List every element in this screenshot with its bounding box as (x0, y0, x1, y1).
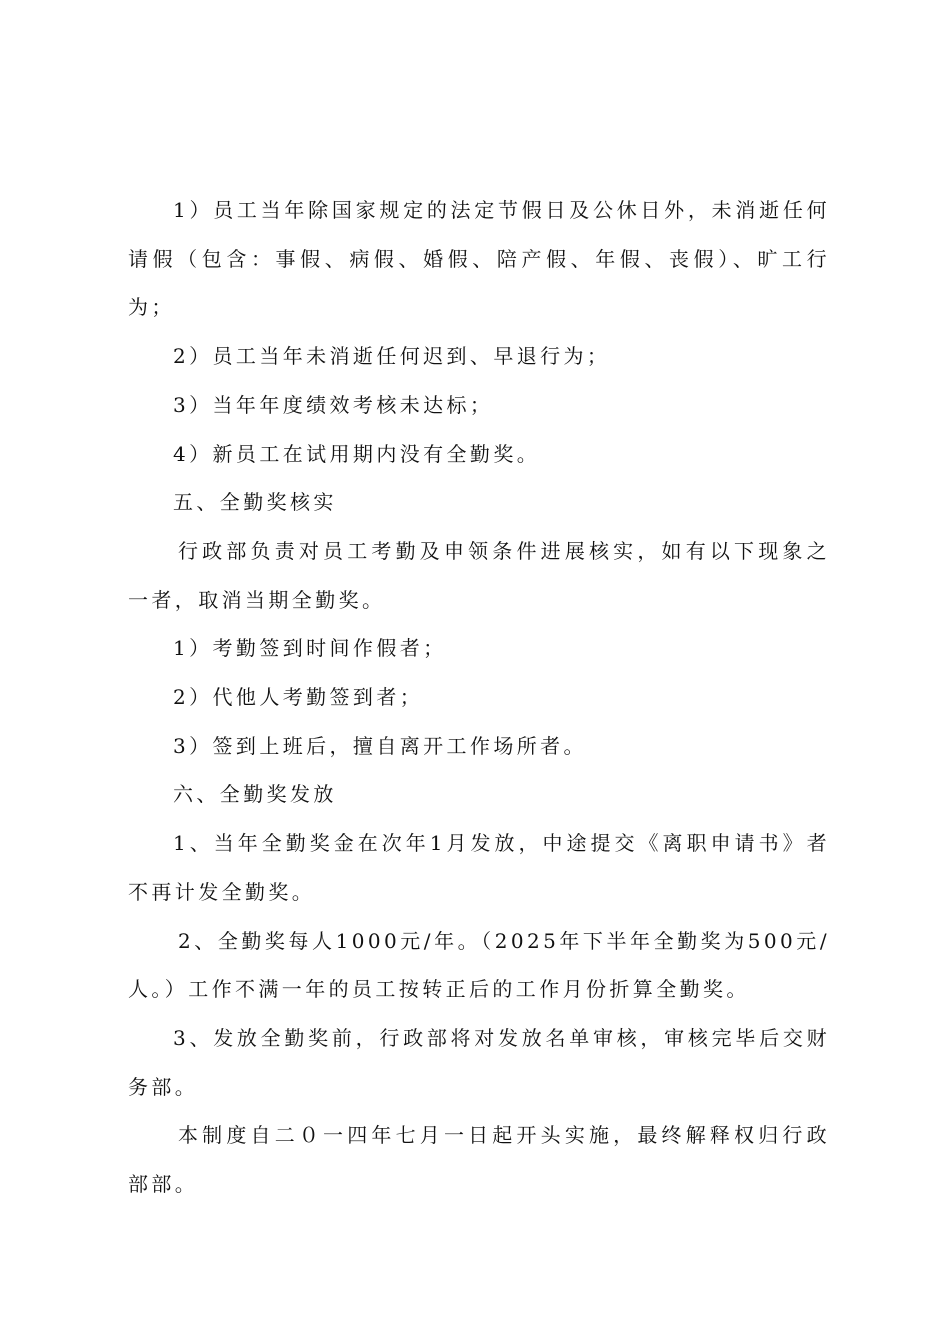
section-heading-payout: 六、全勤奖发放 (173, 782, 337, 807)
document-body (128, 186, 830, 1209)
paragraph-condition-2: 2）员工当年未消逝任何迟到、早退行为； (173, 344, 611, 369)
paragraph-verification-3: 3）签到上班后，擅自离开工作场所者。 (173, 733, 587, 758)
paragraph-condition-3: 3）当年年度绩效考核未达标； (173, 392, 494, 417)
paragraph-condition-4: 4）新员工在试用期内没有全勤奖。 (173, 441, 541, 466)
paragraph-verification-intro: 行政部负责对员工考勤及申领条件进展核实，如有以下现象之一者，取消当期全勤奖。 (128, 538, 830, 612)
section-heading-verification: 五、全勤奖核实 (173, 490, 337, 515)
paragraph-verification-2: 2）代他人考勤签到者； (173, 685, 424, 710)
paragraph-payout-2: 2、全勤奖每人1000元/年。（2025年下半年全勤奖为500元/人。）工作不满一年的员工按转正后的工作月份折算全勤奖。 (128, 928, 830, 1002)
paragraph-effective-date: 本制度自二０一四年七月一日起开头实施，最终解释权归行政部部。 (128, 1123, 830, 1197)
paragraph-condition-1: 1）员工当年除国家规定的法定节假日及公休日外，未消逝任何请假（包含：事假、病假、婚假、陪产假、年假、丧假）、旷工行为； (128, 198, 830, 320)
paragraph-verification-1: 1）考勤签到时间作假者； (173, 636, 447, 661)
paragraph-payout-1: 1、当年全勤奖金在次年1月发放，中途提交《离职申请书》者不再计发全勤奖。 (128, 831, 830, 904)
paragraph-payout-3: 3、发放全勤奖前，行政部将对发放名单审核，审核完毕后交财务部。 (128, 1025, 830, 1099)
